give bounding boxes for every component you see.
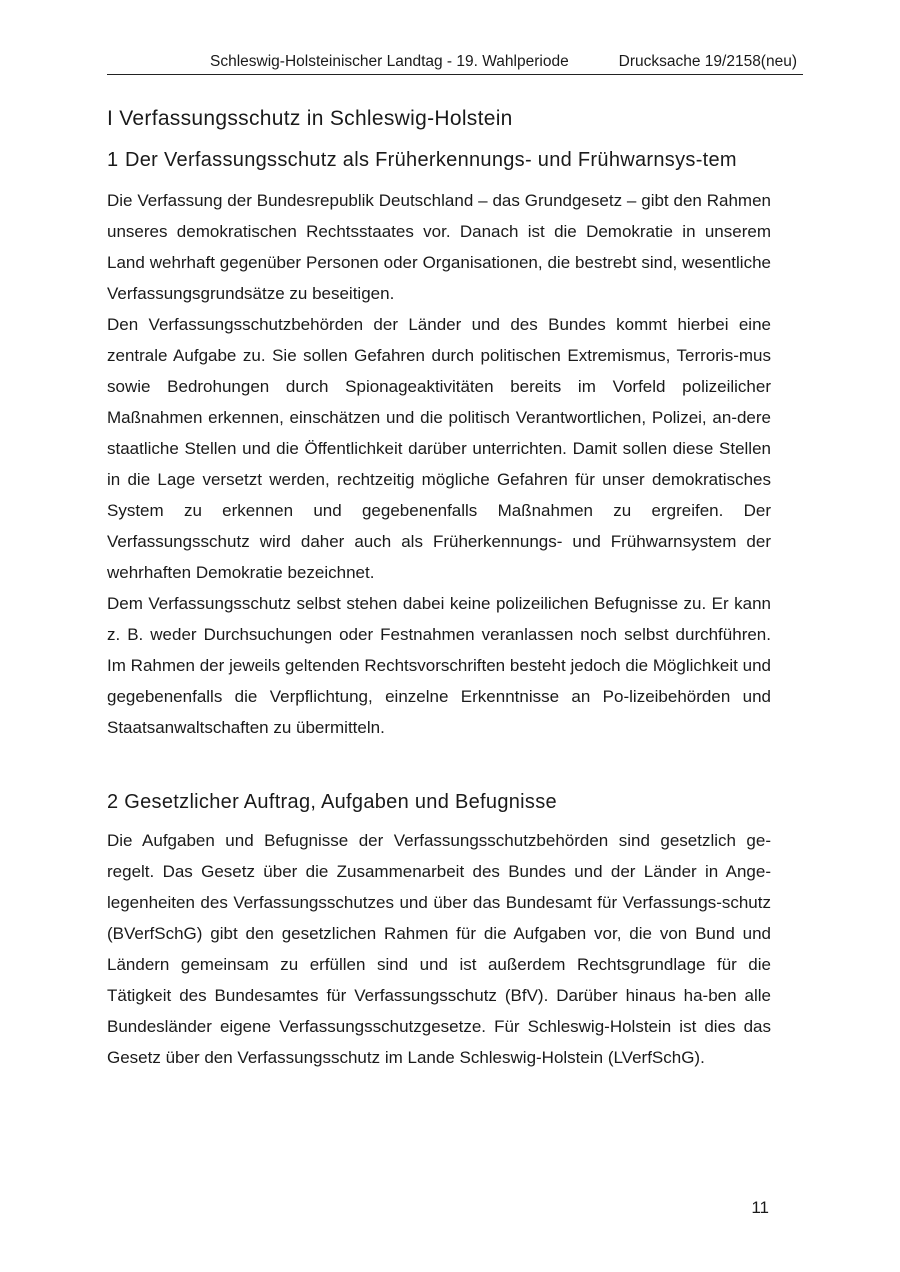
section-1-title: Der Verfassungsschutz als Früherkennungs- und Frühwarnsys-tem (125, 149, 737, 171)
paragraph: Die Aufgaben und Befugnisse der Verfassungsschutzbehörden sind gesetzlich ge-regelt. Das Gesetz über die Zusammenarbeit des Bundes und der Länder in Ange-legenheiten des Verfassungsschutzes und über das Bundesamt für Verfassungs-schutz (BVerfSchG) gibt den gesetzlichen Rahmen für die Aufgaben vor, die von Bund und Ländern gemeinsam zu erfüllen sind und ist außerdem Rechtsgrundlage für die Tätigkeit des Bundesamtes für Verfassungsschutz (BfV). Darüber hinaus ha-ben alle Bundesländer eigene Verfassungsschutzgesetze. Für Schleswig-Holstein ist dies das Gesetz über den Verfassungsschutz im Lande Schleswig-Holstein (LVerfSchG). (107, 831, 771, 1067)
section-1-text (107, 185, 771, 743)
section-1-heading (107, 147, 771, 173)
header-document-number: Drucksache 19/2158(neu) (618, 53, 797, 70)
page-number: 11 (751, 1198, 769, 1217)
paragraph: Dem Verfassungsschutz selbst stehen dabei keine polizeilichen Befugnisse zu. Er kann z. B. weder Durchsuchungen oder Festnahmen veranlassen noch selbst durchführen. Im Rahmen der jeweils geltenden Rechtsvorschriften besteht jedoch die Möglichkeit und gegebenenfalls die Verpflichtung, einzelne Erkenntnisse an Po-lizeibehörden und Staatsanwaltschaften zu übermitteln. (107, 594, 771, 737)
section-2-text (107, 825, 771, 1073)
section-2-heading: 2 Gesetzlicher Auftrag, Aufgaben und Befugnisse (107, 791, 557, 813)
paragraph: Die Verfassung der Bundesrepublik Deutschland – das Grundgesetz – gibt den Rahmen unseres demokratischen Rechtsstaates vor. Danach ist die Demokratie in unserem Land wehrhaft gegenüber Personen oder Organisationen, die bestrebt sind, wesentliche Verfassungsgrundsätze zu beseitigen. (107, 191, 771, 303)
section-1-number: 1 (107, 149, 119, 171)
header-publication: Schleswig-Holsteinischer Landtag - 19. Wahlperiode (210, 53, 569, 70)
document-body (107, 104, 771, 1073)
page-header (107, 52, 803, 75)
chapter-title: I Verfassungsschutz in Schleswig-Holstein (107, 107, 513, 130)
paragraph: Den Verfassungsschutzbehörden der Länder und des Bundes kommt hierbei eine zentrale Aufgabe zu. Sie sollen Gefahren durch politischen Extremismus, Terroris-mus sowie Bedrohungen durch Spionageaktivitäten bereits im Vorfeld polizeilicher Maßnahmen erkennen, einschätzen und die politisch Verantwortlichen, Polizei, an-dere staatliche Stellen und die Öffentlichkeit darüber unterrichten. Damit sollen diese Stellen in die Lage versetzt werden, rechtzeitig mögliche Gefahren für unser demokratisches System zu erkennen und gegebenenfalls Maßnahmen zu ergreifen. Der Verfassungsschutz wird daher auch als Früherkennungs- und Frühwarnsystem der wehrhaften Demokratie bezeichnet. (107, 315, 771, 582)
